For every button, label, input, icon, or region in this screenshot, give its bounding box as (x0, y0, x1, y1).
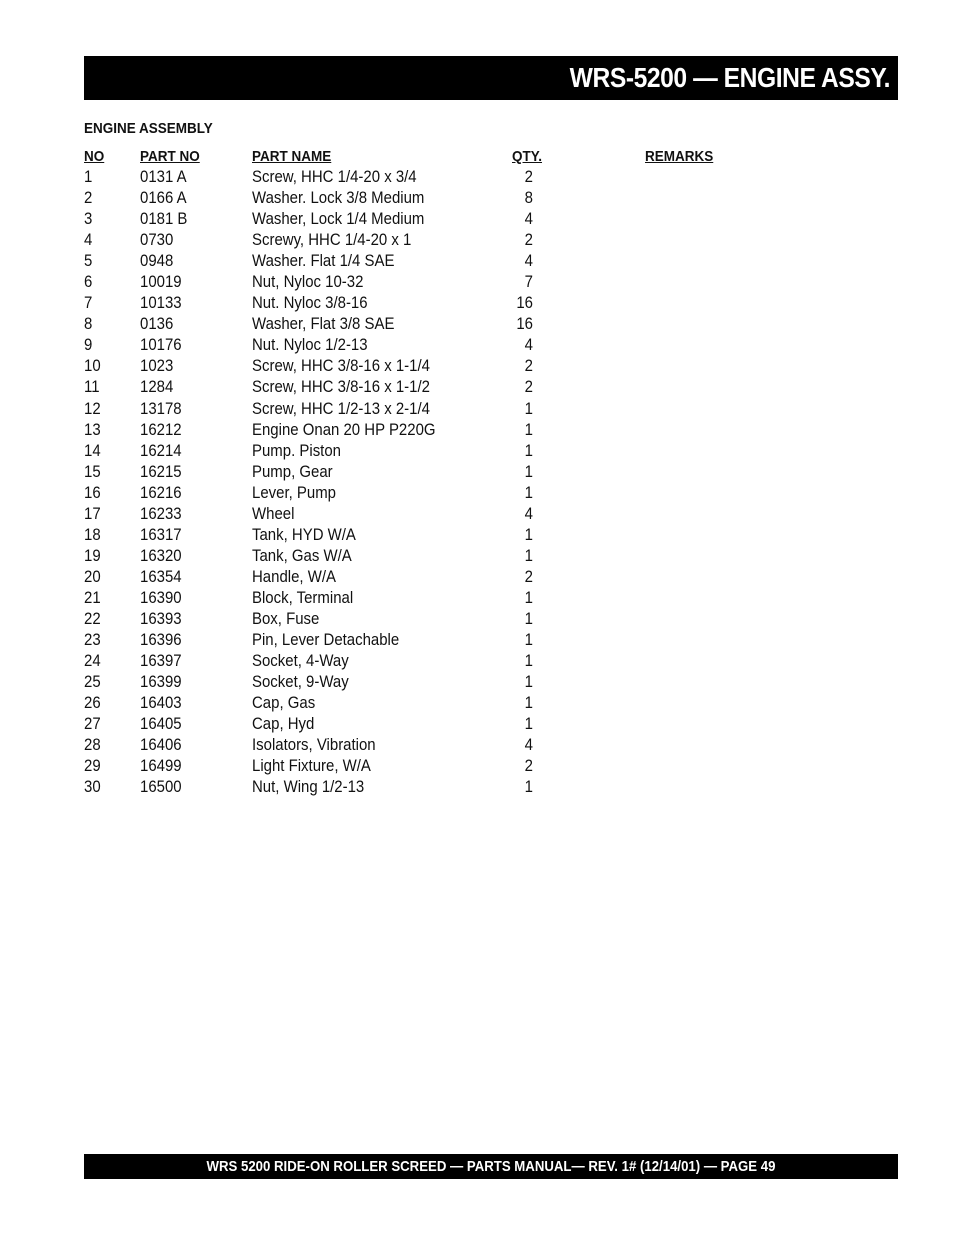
row-no: 4 (84, 230, 93, 250)
row-part-name: Wheel (252, 503, 295, 523)
row-part-no: 0730 (140, 230, 174, 250)
row-qty: 1 (524, 630, 533, 650)
row-part-no: 16317 (140, 524, 182, 544)
row-part-no: 16405 (140, 714, 182, 734)
row-qty: 16 (516, 293, 533, 313)
row-no: 7 (84, 293, 93, 313)
table-row (0, 398, 954, 419)
row-part-name: Screw, HHC 3/8-16 x 1-1/4 (252, 356, 430, 376)
row-no: 13 (84, 419, 101, 439)
row-part-name: Pin, Lever Detachable (252, 630, 400, 650)
row-part-no: 13178 (140, 398, 182, 418)
row-qty: 4 (524, 735, 533, 755)
page-title-bar (84, 56, 898, 100)
row-no: 17 (84, 503, 101, 523)
row-part-no: 16320 (140, 545, 182, 565)
row-no: 22 (84, 608, 101, 628)
table-row (0, 419, 954, 440)
row-part-name: Pump, Gear (252, 461, 333, 481)
row-qty: 1 (524, 651, 533, 671)
row-qty: 2 (524, 377, 533, 397)
table-row (0, 650, 954, 671)
row-part-no: 0948 (140, 251, 174, 271)
row-part-name: Light Fixture, W/A (252, 756, 371, 776)
table-row (0, 608, 954, 629)
row-part-no: 0181 B (140, 209, 188, 229)
row-part-name: Washer. Flat 1/4 SAE (252, 251, 395, 271)
row-part-name: Pump. Piston (252, 440, 341, 460)
row-part-no: 16406 (140, 735, 182, 755)
row-part-no: 10176 (140, 335, 182, 355)
row-no: 9 (84, 335, 93, 355)
row-part-name: Screw, HHC 3/8-16 x 1-1/2 (252, 377, 430, 397)
table-row (0, 524, 954, 545)
row-part-name: Socket, 9-Way (252, 672, 349, 692)
page-title: WRS-5200 — ENGINE ASSY. (569, 62, 890, 93)
row-no: 27 (84, 714, 101, 734)
row-no: 19 (84, 545, 101, 565)
row-no: 6 (84, 272, 93, 292)
row-qty: 1 (524, 398, 533, 418)
page-footer: WRS 5200 RIDE-ON ROLLER SCREED — PARTS MANUAL— REV. 1# (12/14/01) — PAGE 49 (206, 1158, 776, 1175)
row-no: 1 (84, 167, 93, 186)
row-qty: 1 (524, 608, 533, 628)
row-part-name: Screwy, HHC 1/4-20 x 1 (252, 230, 412, 250)
header-part-name: PART NAME (252, 148, 332, 165)
row-part-name: Nut, Nyloc 10-32 (252, 272, 364, 292)
table-row (0, 166, 954, 187)
row-part-name: Screw, HHC 1/2-13 x 2-1/4 (252, 398, 430, 418)
row-part-name: Box, Fuse (252, 608, 320, 628)
row-no: 11 (84, 377, 100, 397)
row-qty: 2 (524, 356, 533, 376)
row-qty: 2 (524, 230, 533, 250)
table-row (0, 545, 954, 566)
row-qty: 4 (524, 335, 533, 355)
footer-bar (84, 1154, 898, 1179)
row-part-name: Isolators, Vibration (252, 735, 376, 755)
row-part-no: 16499 (140, 756, 182, 776)
row-no: 18 (84, 524, 101, 544)
row-no: 30 (84, 777, 101, 797)
row-qty: 4 (524, 251, 533, 271)
row-part-name: Washer, Lock 1/4 Medium (252, 209, 425, 229)
header-no: NO (84, 148, 105, 165)
row-qty: 4 (524, 209, 533, 229)
row-qty: 1 (524, 482, 533, 502)
table-row (0, 482, 954, 503)
table-row (0, 734, 954, 755)
row-part-name: Nut. Nyloc 3/8-16 (252, 293, 368, 313)
row-no: 8 (84, 314, 93, 334)
row-part-no: 16500 (140, 777, 182, 797)
row-part-no: 16212 (140, 419, 182, 439)
row-qty: 2 (524, 756, 533, 776)
table-row (0, 629, 954, 650)
row-no: 29 (84, 756, 101, 776)
row-part-no: 0131 A (140, 167, 187, 186)
row-qty: 1 (524, 524, 533, 544)
row-no: 10 (84, 356, 101, 376)
table-row (0, 566, 954, 587)
row-qty: 1 (524, 419, 533, 439)
row-part-name: Nut, Wing 1/2-13 (252, 777, 365, 797)
row-part-no: 16403 (140, 693, 182, 713)
table-row (0, 229, 954, 250)
row-no: 28 (84, 735, 101, 755)
table-row (0, 355, 954, 376)
row-qty: 1 (524, 714, 533, 734)
row-no: 26 (84, 693, 101, 713)
table-row (0, 208, 954, 229)
table-row (0, 292, 954, 313)
row-qty: 1 (524, 587, 533, 607)
row-no: 25 (84, 672, 101, 692)
table-row (0, 587, 954, 608)
row-part-name: Engine Onan 20 HP P220G (252, 419, 436, 439)
parts-table (0, 166, 954, 797)
row-part-name: Socket, 4-Way (252, 651, 349, 671)
row-qty: 7 (524, 272, 533, 292)
table-row (0, 187, 954, 208)
row-no: 5 (84, 251, 93, 271)
table-row (0, 713, 954, 734)
row-no: 3 (84, 209, 93, 229)
row-part-name: Tank, HYD W/A (252, 524, 356, 544)
row-part-no: 1023 (140, 356, 174, 376)
row-part-name: Screw, HHC 1/4-20 x 3/4 (252, 167, 417, 186)
table-header (0, 147, 954, 166)
row-no: 15 (84, 461, 101, 481)
row-part-name: Washer. Lock 3/8 Medium (252, 188, 425, 208)
row-no: 12 (84, 398, 101, 418)
table-row (0, 776, 954, 797)
table-row (0, 313, 954, 334)
row-part-no: 16396 (140, 630, 182, 650)
row-qty: 1 (524, 672, 533, 692)
row-qty: 2 (524, 167, 533, 186)
row-part-name: Block, Terminal (252, 587, 354, 607)
table-row (0, 250, 954, 271)
table-row (0, 692, 954, 713)
row-part-no: 16399 (140, 672, 182, 692)
row-part-name: Cap, Gas (252, 693, 316, 713)
row-qty: 1 (524, 693, 533, 713)
row-part-no: 16393 (140, 608, 182, 628)
row-part-name: Handle, W/A (252, 566, 336, 586)
row-qty: 1 (524, 461, 533, 481)
row-part-no: 16397 (140, 651, 182, 671)
row-part-no: 0166 A (140, 188, 187, 208)
row-no: 16 (84, 482, 101, 502)
table-row (0, 671, 954, 692)
table-row (0, 503, 954, 524)
row-qty: 4 (524, 503, 533, 523)
row-part-no: 10019 (140, 272, 182, 292)
row-part-name: Washer, Flat 3/8 SAE (252, 314, 395, 334)
row-qty: 1 (524, 545, 533, 565)
row-no: 23 (84, 630, 101, 650)
header-qty: QTY. (512, 148, 543, 165)
row-part-no: 16390 (140, 587, 182, 607)
row-no: 14 (84, 440, 101, 460)
row-qty: 2 (524, 566, 533, 586)
table-row (0, 334, 954, 355)
row-no: 21 (84, 587, 101, 607)
row-part-name: Tank, Gas W/A (252, 545, 352, 565)
row-no: 2 (84, 188, 93, 208)
row-part-name: Nut. Nyloc 1/2-13 (252, 335, 368, 355)
table-row (0, 755, 954, 776)
row-part-no: 16354 (140, 566, 182, 586)
row-qty: 1 (524, 777, 533, 797)
table-row (0, 440, 954, 461)
row-part-no: 16214 (140, 440, 182, 460)
row-qty: 16 (516, 314, 533, 334)
section-title: ENGINE ASSEMBLY (84, 120, 213, 137)
row-part-no: 16216 (140, 482, 182, 502)
row-part-no: 10133 (140, 293, 182, 313)
header-remarks: REMARKS (645, 148, 714, 165)
table-row (0, 461, 954, 482)
row-qty: 8 (524, 188, 533, 208)
table-row (0, 271, 954, 292)
row-no: 20 (84, 566, 101, 586)
row-part-name: Lever, Pump (252, 482, 336, 502)
row-part-no: 16233 (140, 503, 182, 523)
row-part-name: Cap, Hyd (252, 714, 315, 734)
row-qty: 1 (524, 440, 533, 460)
row-part-no: 1284 (140, 377, 174, 397)
row-part-no: 16215 (140, 461, 182, 481)
header-part-no: PART NO (140, 148, 200, 165)
row-part-no: 0136 (140, 314, 174, 334)
table-row (0, 376, 954, 397)
row-no: 24 (84, 651, 101, 671)
